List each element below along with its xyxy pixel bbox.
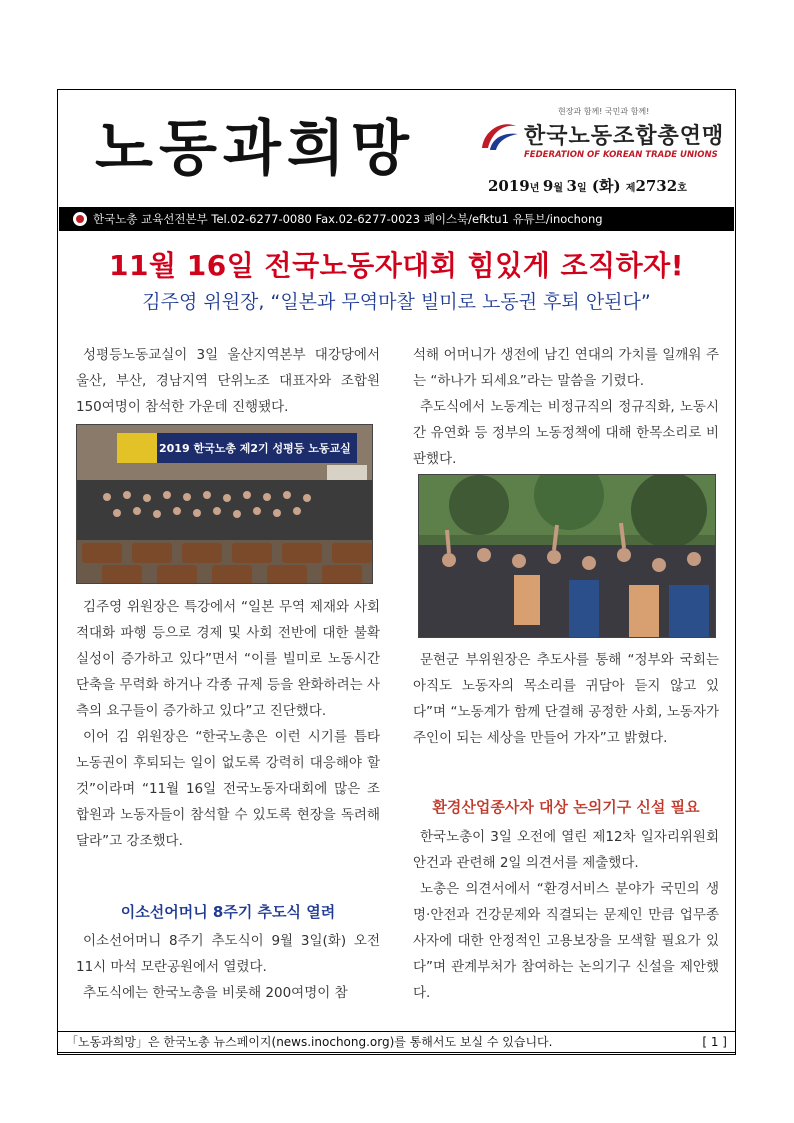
paragraph: 문현군 부위원장은 추도사를 통해 “정부와 국회는 아직도 노동자의 목소리를 귀담아 듣지 않고 있다”며 “노동계가 함께 단결해 공정한 사회, 노동자가 주인이 되는 세상을 만들어 가자”고 밝혔다. [413,652,719,746]
logo-english-name: FEDERATION OF KOREAN TRADE UNIONS [524,150,718,160]
issue-dateline: 2019년 9월 3일 (화) 제2732호 [488,177,687,195]
masthead-title: 노동과희망 [95,114,415,184]
paragraph: 노총은 의견서에서 “환경서비스 분야가 국민의 생명·안전과 건강문제와 직결되는 문제인 만큼 업무종사자에 대한 안정적인 고용보장을 모색할 필요가 있다”며 관계부처가 참여하는 논의기구 신설을 제안했다. [413,881,719,1001]
fktu-emblem-icon [478,118,520,154]
logo-slogan: 현장과 함께! 국민과 함께! [558,107,650,116]
fktu-logo [478,106,728,171]
section-heading-memorial: 이소선어머니 8주기 추도식 열려 [120,903,336,921]
column2-top [413,342,719,472]
paragraph: 이소선어머니 8주기 추도식이 9월 3일(화) 오전 11시 마석 모란공원에서 열렸다. [76,933,380,975]
column2-mid [413,647,719,751]
workshop-photo [76,424,373,584]
memorial-photo-image [419,475,716,638]
contact-info-bar [59,207,734,231]
footer-bar [57,1031,736,1053]
issue-weekday: 화 [598,177,614,195]
workshop-banner-text: 2019 한국노총 제2기 성평등 노동교실 [159,442,351,455]
logo-name: 한국노동조합총연맹 [524,124,725,149]
paragraph: 석해 어머니가 생전에 남긴 연대의 가치를 일깨워 주는 “하나가 되세요”라는 말씀을 기렸다. [413,347,719,389]
memorial-photo [418,474,716,638]
paragraph: 추도식에는 한국노총을 비롯해 200여명이 참 [83,985,348,1001]
issue-month: 9 [542,177,554,195]
article-headline: 11월 16일 전국노동자대회 힘있게 조직하자! [109,249,684,282]
section-heading-environment: 환경산업종사자 대상 논의기구 신설 필요 [432,798,700,816]
article-subheadline: 김주영 위원장, “일본과 무역마찰 빌미로 노동권 후퇴 안된다” [142,291,651,313]
paragraph: 추도식에서 노동계는 비정규직의 정규직화, 노동시간 유연화 등 정부의 노동정책에 대해 한목소리로 비판했다. [413,399,719,467]
column1-memorial [76,928,380,1006]
paragraph: 성평등노동교실이 3일 울산지역본부 대강당에서 울산, 부산, 경남지역 단위노조 대표자와 조합원 150여명이 참석한 가운데 진행됐다. [76,347,380,415]
paragraph: 한국노총이 3일 오전에 열린 제12차 일자리위원회 안건과 관련해 2일 의견서를 제출했다. [413,829,719,871]
column2-bottom [413,824,719,1006]
contact-info-text: 한국노총 교육선전본부 Tel.02-6277-0080 Fax.02-6277-0023 페이스북/efktu1 유튜브/inochong [93,212,603,226]
footer-text: 「노동과희망」은 한국노총 뉴스페이지(news.inochong.org)를 통해서도 보실 수 있습니다. [66,1035,553,1049]
column1-intro [76,342,380,420]
fktu-badge-icon [73,212,87,226]
column1-body [76,594,380,854]
issue-year: 2019 [488,177,530,195]
issue-day: 3 [566,177,577,195]
issue-number: 2732 [635,177,678,195]
page-number: [ 1 ] [702,1035,727,1049]
paragraph: 김주영 위원장은 특강에서 “일본 무역 제재와 사회적대화 파행 등으로 경제 및 사회 전반에 대한 불확실성이 증가하고 있다”면서 “이를 빌미로 노동시간단축을 무력화 하거나 각종 규제 등을 완화하려는 사측의 요구들이 증가하고 있다”고 진단했다. [76,599,380,719]
paragraph: 이어 김 위원장은 “한국노총은 이런 시기를 틈타 노동권이 후퇴되는 일이 없도록 강력히 대응해야 할 것”이라며 “11월 16일 전국노동자대회에 많은 조합원과 노동자들이 참석할 수 있도록 현장을 독려해달라”고 강조했다. [76,729,380,849]
